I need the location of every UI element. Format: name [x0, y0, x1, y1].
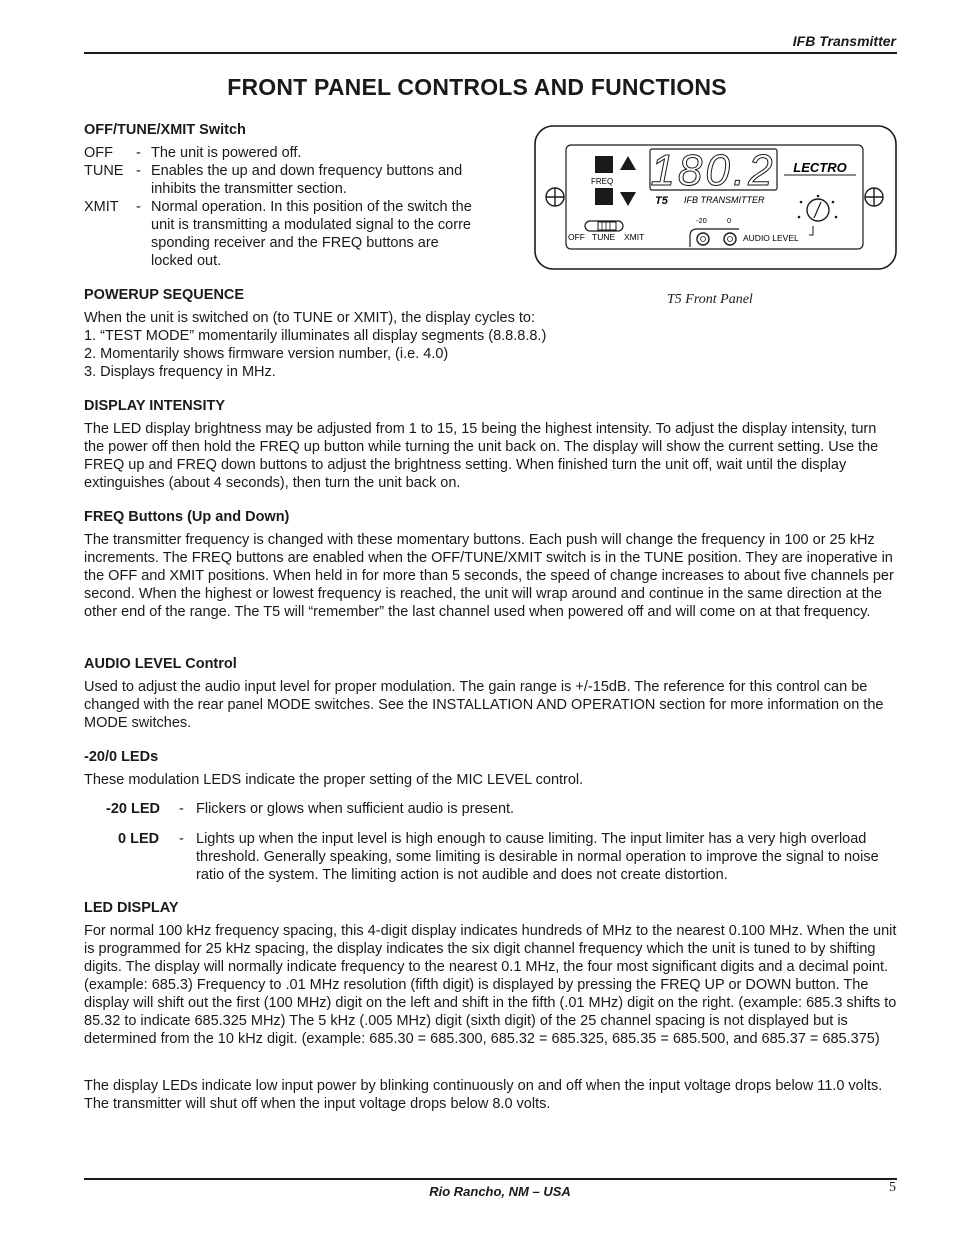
xmit-desc-line: sponding receiver and the FREQ buttons are [151, 235, 439, 251]
freq-buttons-heading: FREQ Buttons (Up and Down) [84, 509, 290, 525]
footer-rule [84, 1178, 897, 1180]
tune-desc-line: inhibits the transmitter section. [151, 181, 347, 197]
tune-desc-line: Enables the up and down frequency buttons and [151, 163, 463, 179]
led-zero-indicator [724, 233, 736, 245]
power-switch-knob [598, 222, 616, 230]
minus20-led-desc: Flickers or glows when sufficient audio is present. [196, 801, 515, 817]
model-name-label: IFB TRANSMITTER [684, 195, 765, 205]
switch-heading: OFF/TUNE/XMIT Switch [84, 122, 246, 138]
audio-level-paragraph: Used to adjust the audio input level for proper modulation. The gain range is +/-15dB. The reference for this control can be changed with the rear panel MODE switches. See the INSTALLATION AND OPERATION section for more information on the MODE switches. [84, 679, 884, 731]
led-display-body [84, 922, 900, 1048]
minus20-led-term: -20 LED [106, 801, 160, 817]
zero-led-desc: Lights up when the input level is high enough to cause limiting. The input limiter has a very high overload threshold. Generally speaking, some limiting is desirable in normal operation to improve the signal to noise ratio of the system. The limiting action is not audible and does not create distortion. [196, 831, 879, 883]
display-intensity-heading: DISPLAY INTENSITY [84, 398, 226, 414]
audio-level-label: AUDIO LEVEL [743, 233, 799, 243]
xmit-dash: - [136, 199, 141, 215]
xmit-desc-line: unit is transmitting a modulated signal to the corre [151, 217, 471, 233]
freq-up-button [595, 156, 613, 173]
powerup-step: 1. “TEST MODE” momentarily illuminates all display segments (8.8.8.8.) [84, 328, 547, 344]
zero-led-desc-block [196, 830, 896, 884]
freq-buttons-body [84, 531, 900, 621]
page-number: 5 [889, 1180, 896, 1195]
freq-label: FREQ [591, 177, 614, 186]
led-display-heading: LED DISPLAY [84, 900, 179, 916]
t5-front-panel-illustration [530, 122, 902, 274]
freq-buttons-paragraph: The transmitter frequency is changed with these momentary buttons. Each push will change the frequency in 100 or 25 kHz increments. The FREQ buttons are enabled when the OFF/TUNE/XMIT switch is in the TUNE position. They are inoperative in the OFF and XMIT positions. When held in for more than 5 seconds, the speed of change increases to about five channels per second. When the highest or lowest frequency is reached, the unit will wrap around and continue in the same direction at the other end of the range. The T5 will “remember” the last channel used when powered off and will come on at that frequency. [84, 532, 894, 620]
switch-xmit-label: XMIT [624, 232, 645, 242]
xmit-term: XMIT [84, 199, 119, 215]
powerup-step: 3. Displays frequency in MHz. [84, 364, 276, 380]
left-screw-icon [546, 188, 564, 206]
audio-level-heading: AUDIO LEVEL Control [84, 656, 237, 672]
tune-term: TUNE [84, 163, 124, 179]
leds-intro: These modulation LEDS indicate the proper setting of the MIC LEVEL control. [84, 772, 584, 788]
led-display-value: 180.2 [650, 146, 776, 195]
switch-off-label: OFF [568, 232, 585, 242]
zero-led-dash: - [179, 831, 184, 847]
figure-caption: T5 Front Panel [667, 292, 753, 307]
led-display-paragraph: The display LEDs indicate low input power by blinking continuously on and off when the input voltage drops below 11.0 volts. The transmitter will shut off when the input voltage drops below 8.0 volts. [84, 1078, 883, 1112]
display-intensity-body [84, 420, 900, 492]
model-label: T5 [655, 195, 668, 207]
page-title: FRONT PANEL CONTROLS AND FUNCTIONS [227, 74, 727, 100]
xmit-desc-line: Normal operation. In this position of the switch the [151, 199, 472, 215]
powerup-intro: When the unit is switched on (to TUNE or XMIT), the display cycles to: [84, 310, 536, 326]
zero-led-term: 0 LED [118, 831, 160, 847]
powerup-step: 2. Momentarily shows firmware version number, (i.e. 4.0) [84, 346, 449, 362]
off-desc: The unit is powered off. [151, 145, 302, 161]
led-zero-label: 0 [727, 216, 732, 225]
xmit-desc-line: locked out. [151, 253, 222, 269]
led-display-paragraph: For normal 100 kHz frequency spacing, this 4-digit display indicates hundreds of MHz to the nearest 0.100 MHz. When the unit is programmed for 25 kHz spacing, the display indicates the six digit channel frequency which the unit is tuned to by shifting digits. The display will normally indicate frequency to the nearest 0.1 MHz, the four most significant digits and a decimal point. (example: 685.3) Frequency to .01 MHz resolution (fifth digit) is displayed by pressing the FREQ UP or DOWN button. The display will shift out the first (100 MHz) digit on the left and shift in the fifth (.01 MHz) digit on the right. (example: 685.3 shifts to 85.32 to indicate 685.325 MHz) The 5 kHz (.005 MHz) digit (sixth digit) of the 25 channel spacing is not displayed but is determined from the 10 kHz digit. (example: 685.30 = 685.300, 685.32 = 685.325, 685.35 = 685.500, and 685.37 = 685.375) [84, 923, 897, 1047]
leds-heading: -20/0 LEDs [84, 749, 159, 765]
off-dash: - [136, 145, 141, 161]
off-term: OFF [84, 145, 113, 161]
tune-dash: - [136, 163, 141, 179]
switch-tune-label: TUNE [592, 232, 616, 242]
brand-logo: LECTRO [793, 160, 847, 175]
led-minus20-label: -20 [696, 216, 707, 225]
freq-down-button [595, 188, 613, 205]
footer-location: Rio Rancho, NM – USA [429, 1184, 571, 1199]
powerup-heading: POWERUP SEQUENCE [84, 287, 245, 303]
led-display-body-2 [84, 1077, 900, 1113]
right-screw-icon [865, 188, 883, 206]
running-header: IFB Transmitter [792, 33, 896, 49]
minus20-led-dash: - [179, 801, 184, 817]
display-intensity-paragraph: The LED display brightness may be adjusted from 1 to 15, 15 being the highest intensity. To adjust the display intensity, turn the power off then hold the FREQ up button while turning the unit back on. The display will show the current setting. Use the FREQ up and FREQ down buttons to adjust the brightness setting. When finished turn the unit off, wait until the display extinguishes (about 4 seconds), then turn the unit back on. [84, 421, 879, 491]
audio-level-body [84, 678, 900, 732]
led-minus20-indicator [697, 233, 709, 245]
header-rule [84, 52, 897, 54]
